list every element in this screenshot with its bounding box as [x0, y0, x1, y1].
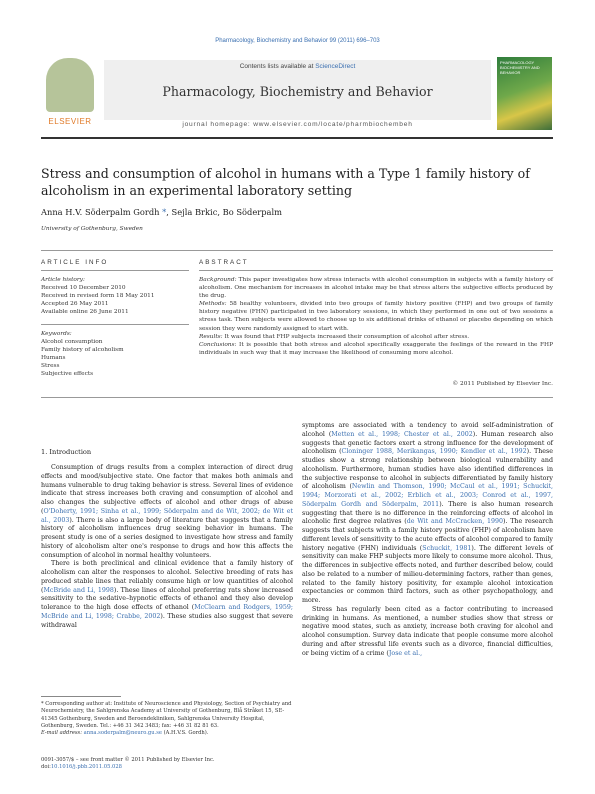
- keywords: [41, 330, 191, 379]
- body-text: ). These studies show a strong relationship between biological vulnerability and alcoholism. Furthermore, human studies have also identified differences in the subjective response to alcohol in subjects differentiated by family history of alcoholism (: [302, 448, 553, 491]
- abstract-conclusions: [199, 341, 553, 357]
- abstract-heading: ABSTRACT: [199, 259, 249, 266]
- footnote-rule: [41, 696, 121, 697]
- abstract-body: [199, 276, 553, 357]
- contents-line: [104, 63, 491, 70]
- footnote: [41, 701, 293, 737]
- doi-link[interactable]: 10.1016/j.pbb.2011.05.028: [50, 764, 122, 771]
- footnote-mark: *: [41, 701, 44, 707]
- keyword: Family history of alcoholism: [41, 347, 124, 354]
- abstract-label: Methods:: [199, 301, 227, 308]
- history-item: Received in revised form 18 May 2011: [41, 293, 155, 300]
- sciencedirect-link[interactable]: ScienceDirect: [315, 63, 356, 70]
- journal-reference[interactable]: Pharmacology, Biochemistry and Behavior 99 (2011) 696–703: [215, 38, 380, 44]
- citation-link[interactable]: O'Doherty, 1991; Sinha et al., 1999; Söderpalm and de Wit, 2002; de Wit et al., 2003: [41, 507, 293, 524]
- elsevier-tree-logo-icon: [46, 58, 94, 112]
- affiliation: University of Gothenburg, Sweden: [41, 226, 143, 232]
- abstract-text: 58 healthy volunteers, divided into two groups of family history positive (FHP) and two groups of family history negative (FHN) participated in two laboratory sessions, in which they performed in one out of two sessions a stress task. Then subjects were allowed to choose up to six additional drinks of ethanol or placebo depending on which session they were randomly assigned to start with.: [199, 301, 553, 332]
- journal-title: Pharmacology, Biochemistry and Behavior: [162, 84, 433, 99]
- body-text: ). There is also human research suggesting that there is no difference in the reinforcing effects of alcohol in alcoholic first degree relatives (: [302, 500, 554, 526]
- keyword: Subjective effects: [41, 371, 94, 378]
- email-link[interactable]: anna.soderpalm@neuro.gu.se: [83, 730, 162, 737]
- doi-prefix: doi:: [41, 764, 51, 771]
- body-column-left: [41, 464, 293, 630]
- divider: [41, 270, 189, 271]
- citation-link[interactable]: Schuckit, 1981: [422, 544, 472, 552]
- body-text: There is both preclinical and clinical evidence that a family history of alcoholism can alter the responses to alcohol. Selective breeding of rats has produced stable lines that reliably consume high or low quantities of alcohol (: [41, 560, 293, 594]
- abstract-results: [199, 333, 553, 341]
- keyword: Humans: [41, 355, 66, 362]
- cover-title: PHARMACOLOGY BIOCHEMISTRY AND BEHAVIOR: [500, 60, 540, 75]
- divider: [41, 397, 553, 398]
- abstract-methods: [199, 300, 553, 332]
- divider: [199, 270, 553, 271]
- homepage-url-link[interactable]: www.elsevier.com/locate/pharmbiochembeh: [253, 121, 413, 128]
- copyright: © 2011 Published by Elsevier Inc.: [452, 381, 553, 387]
- body-text: symptoms are associated with a tendency to avoid self-administration of alcohol (: [302, 422, 553, 438]
- section-heading: 1. Introduction: [41, 448, 92, 456]
- body-text: ). There is also a large body of literature that suggests that a family history of alcoholism influences drug seeking behavior in humans. The present study is one of a series designed to investigate how stress and family history of alcoholism alter one's response to drugs and how this affects the consumption of alcohol in normal healthy volunteers.: [41, 516, 293, 559]
- article-info-heading: ARTICLE INFO: [41, 259, 109, 266]
- footnote-email: [41, 730, 293, 737]
- contents-prefix: Contents lists available at: [239, 63, 316, 70]
- body-text: Consumption of drugs results from a complex interaction of direct drug effects and mood/subjective state. One factor that makes both animals and humans vulnerable to drug taking behavior is stress. Several lines of evidence indicate that stress increases both craving and consumption of alcohol and also changes the subjective effects of alcohol and other drugs of abuse (: [41, 464, 293, 515]
- body-text: ). The research suggests that subjects with a family history positive (FHP) of alcoholism have different levels of sensitivity to the acute effects of alcohol compared to family history negative (FHN) individuals (: [302, 518, 554, 552]
- body-text: ). These studies also suggest that severe withdrawal: [41, 612, 293, 629]
- divider: [41, 250, 553, 251]
- paragraph: [41, 560, 293, 630]
- abstract-text: It is possible that both stress and alcohol specifically exaggerate the feelings of the reward in the FHP individuals in such way that it may increase the likelihood of consuming more alcohol.: [199, 341, 553, 356]
- paragraph: [41, 464, 293, 560]
- paragraph: [302, 606, 553, 659]
- front-matter: [41, 757, 341, 772]
- keyword: Stress: [41, 363, 60, 370]
- body-text: Stress has regularly been cited as a factor contributing to increased drinking in humans. As mentioned, a number studies show that stress or negative mood states, such as anxiety, increase both craving for alcohol and alcohol consumption. Survey data indicate that people consume more alcohol during and after stressful life events such as a divorce, financial difficulties, or being victim of a crime (: [302, 605, 553, 657]
- body-text: ). These lines of alcohol preferring rats show increased sensitivity to the sedative–hypnotic effects of ethanol and they also develop tolerance to the high dose effects of ethanol (: [41, 586, 293, 611]
- abstract-background: [199, 276, 553, 300]
- journal-homepage: [104, 121, 491, 128]
- keyword: Alcohol consumption: [41, 339, 103, 346]
- corresponding-author-mark[interactable]: *: [159, 207, 167, 217]
- body-text: ). The different levels of sensitivity can make FHP subjects more likely to consume more alcohol. Thus, the differences in subjective effects noted, and further described below, could also be related to a number of milieu-determining factors, rather than genes, related to the family history positivity, for example alcohol intoxication expectancies or common third factors, such as other psychopathology, and more.: [302, 544, 553, 604]
- abstract-text: This paper investigates how stress interacts with alcohol consumption in subjects with a family history of alcoholism. One mechanism for increases in alcohol intake may be that stress alters the subjective effects produced by the drug.: [199, 277, 553, 300]
- citation-link[interactable]: de Wit and McCracken, 1990: [406, 518, 504, 526]
- abstract-label: Results:: [199, 333, 223, 340]
- paragraph: [302, 422, 553, 606]
- history-label: Article history:: [41, 277, 85, 283]
- citation-link[interactable]: McClearn and Rodgers, 1959; McBride and Li, 1998; Crabbe, 2002: [41, 604, 293, 620]
- body-text: ). Human research also suggests that genetic factors exert a strong influence for the development of alcoholism (: [302, 430, 554, 456]
- abstract-label: Background:: [199, 277, 237, 283]
- publisher-logo-text: ELSEVIER: [48, 117, 92, 126]
- keywords-label: Keywords:: [41, 331, 72, 337]
- issn-line: 0091-3057/$ – see front matter © 2011 Published by Elsevier Inc.: [41, 757, 215, 763]
- citation-link[interactable]: Jose et al.,: [388, 649, 423, 657]
- author-list: [41, 207, 541, 217]
- article-title: Stress and consumption of alcohol in humans with a Type 1 family history of alcoholism in an experimental laboratory setting: [41, 166, 530, 198]
- footnote-body: Corresponding author at: Institute of Neuroscience and Physiology, Section of Psychiatry and Neurochemistry, the Sahlgrenska Academy at University of Gothenburg, Blå Stråket 15, SE-41345 Gothenburg, Sweden and Beroendekliniken, Sahlgrenska University Hospital, Gothenburg, Sweden. Tel.: +46 31 342 3483; fax: +46 31 82 81 63.: [41, 701, 292, 729]
- history-item: Received 10 December 2010: [41, 285, 126, 292]
- article-history: [41, 276, 191, 316]
- footnote-text: [41, 701, 293, 730]
- doi-line: [41, 764, 341, 771]
- body-column-right: [302, 422, 553, 658]
- citation-link[interactable]: McBride and Li, 1998: [43, 586, 114, 594]
- history-item: Available online 26 June 2011: [41, 309, 129, 316]
- homepage-prefix: journal homepage:: [182, 121, 254, 128]
- abstract-label: Conclusions:: [199, 341, 237, 348]
- divider: [41, 324, 189, 325]
- header-rule: [41, 137, 553, 139]
- email-label: E-mail address:: [41, 730, 82, 737]
- author-name: Anna H.V. Söderpalm Gordh: [41, 207, 160, 217]
- history-item: Accepted 26 May 2011: [41, 301, 109, 308]
- citation-link[interactable]: Metten et al., 1998; Chester et al., 2002: [331, 430, 473, 438]
- author-names: , Sejla Brkic, Bo Söderpalm: [166, 207, 283, 217]
- citation-link[interactable]: Newlin and Thomson, 1990; McCaul et al., 1991; Schuckit, 1994; Morzorati et al., 2002; Erblich et al., 2003; Conrod et al., 1997, Söderpalm Gordh and Söderpalm, 2011: [302, 483, 554, 508]
- abstract-text: It was found that FHP subjects increased their consumption of alcohol after stress.: [222, 333, 470, 340]
- citation-link[interactable]: Cloninger 1988, Merikangas, 1990; Kendler et al., 1992: [341, 448, 527, 456]
- email-suffix: (A.H.V.S. Gordh).: [161, 730, 209, 737]
